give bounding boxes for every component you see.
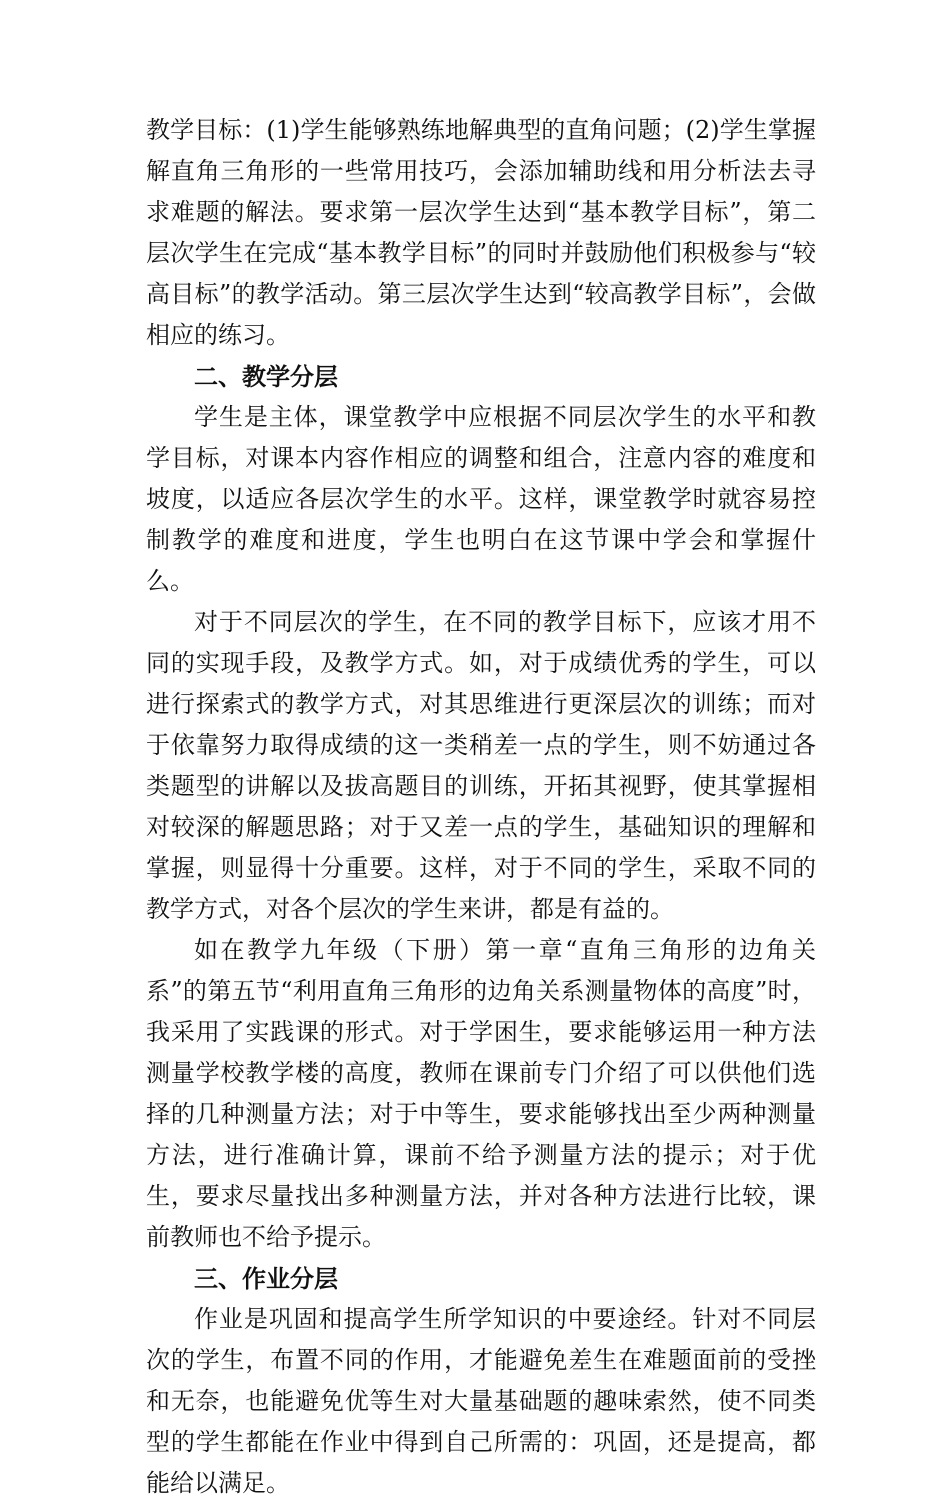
paragraph-grade-nine-example: 如在教学九年级（下册）第一章“直角三角形的边角关系”的第五节“利用直角三角形的边角关系测量物体的高度”时，我采用了实践课的形式。对于学困生，要求能够运用一种方法测量学校教学楼的高度，教师在课前专门介绍了可以供他们选择的几种测量方法；对于中等生，要求能够找出至少两种测量方法，进行准确计算，课前不给予测量方法的提示；对于优生，要求尽量找出多种测量方法，并对各种方法进行比较，课前教师也不给予提示。 bbox=[146, 936, 816, 1251]
section-heading-teaching-layers: 二、教学分层 bbox=[194, 362, 338, 391]
document-page bbox=[146, 110, 816, 1504]
section-heading-homework-layers: 三、作业分层 bbox=[194, 1264, 338, 1293]
paragraph-different-levels: 对于不同层次的学生，在不同的教学目标下，应该才用不同的实现手段，及教学方式。如，对于成绩优秀的学生，可以进行探索式的教学方式，对其思维进行更深层次的训练；而对于依靠努力取得成绩的这一类稍差一点的学生，则不妨通过各类题型的讲解以及拔高题目的训练，开拓其视野，使其掌握相对较深的解题思路；对于又差一点的学生，基础知识的理解和掌握，则显得十分重要。这样，对于不同的学生，采取不同的教学方式，对各个层次的学生来讲，都是有益的。 bbox=[146, 608, 816, 923]
paragraph-homework: 作业是巩固和提高学生所学知识的中要途经。针对不同层次的学生，布置不同的作用，才能避免差生在难题面前的受挫和无奈，也能避免优等生对大量基础题的趣味索然，使不同类型的学生都能在作业中得到自己所需的：巩固，还是提高，都能给以满足。 bbox=[146, 1305, 816, 1497]
paragraph-student-subject: 学生是主体，课堂教学中应根据不同层次学生的水平和教学目标，对课本内容作相应的调整和组合，注意内容的难度和坡度，以适应各层次学生的水平。这样，课堂教学时就容易控制教学的难度和进度，学生也明白在这节课中学会和掌握什么。 bbox=[146, 403, 816, 595]
paragraph-teaching-goals: 教学目标：(1)学生能够熟练地解典型的直角问题；(2)学生掌握解直角三角形的一些常用技巧，会添加辅助线和用分析法去寻求难题的解法。要求第一层次学生达到“基本教学目标”，第二层次学生在完成“基本教学目标”的同时并鼓励他们积极参与“较高目标”的教学活动。第三层次学生达到“较高教学目标”，会做相应的练习。 bbox=[146, 116, 816, 349]
